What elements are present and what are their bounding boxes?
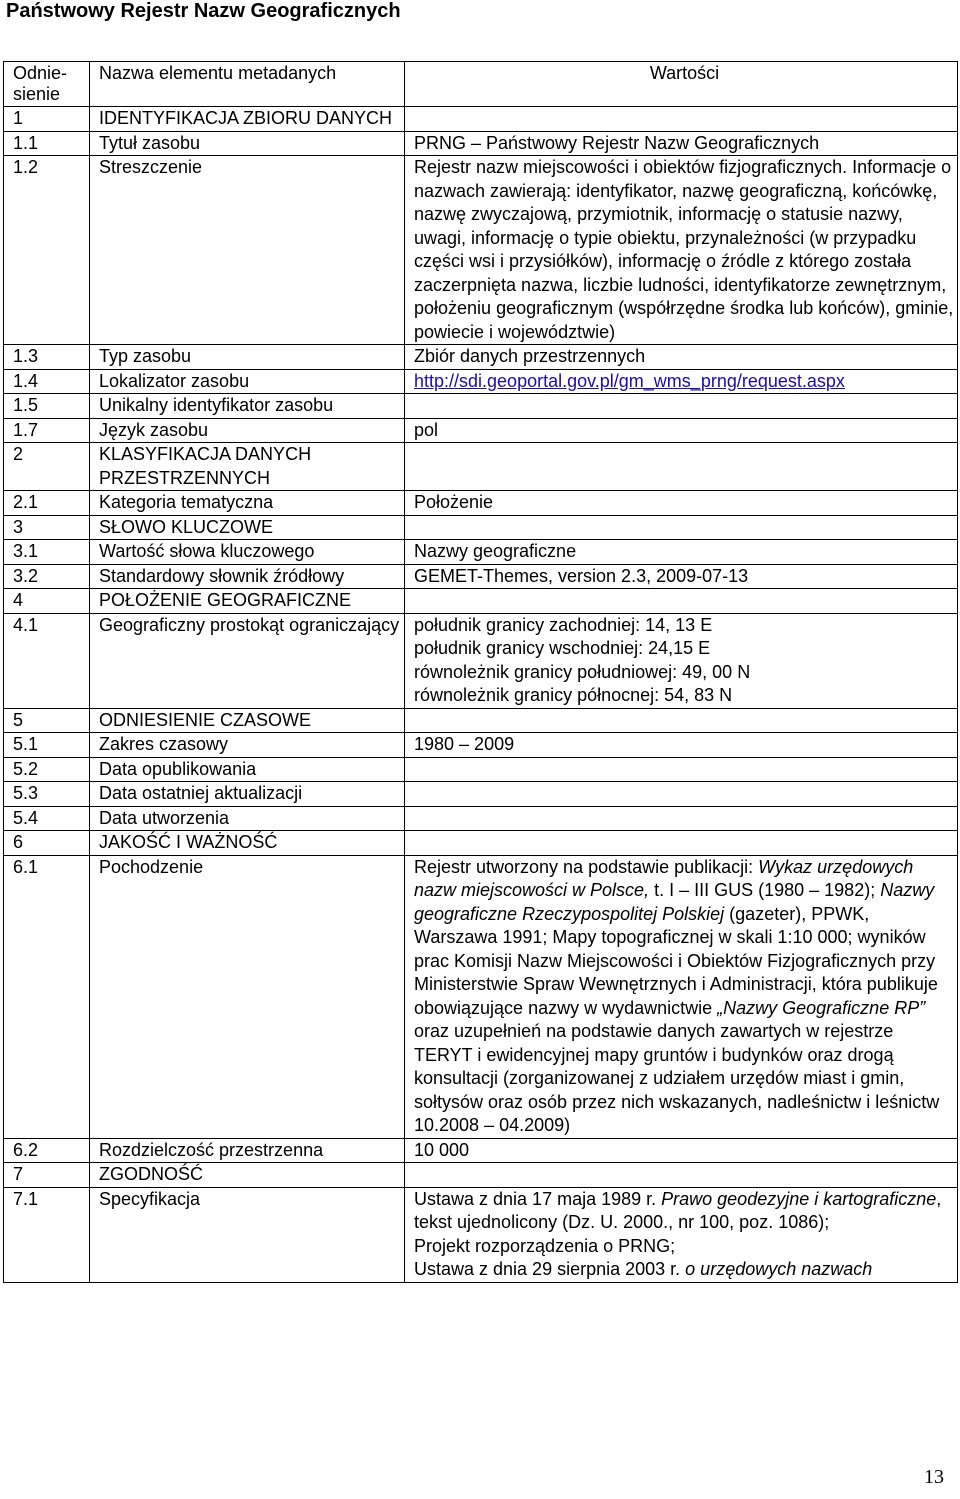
row-value (405, 831, 958, 856)
row-value (405, 369, 958, 394)
table-row (4, 564, 958, 589)
header-reference: Odnie-sienie (4, 62, 90, 107)
row-element-name: Pochodzenie (90, 855, 405, 1138)
row-reference: 6 (4, 831, 90, 856)
row-reference: 5.3 (4, 782, 90, 807)
row-value: Położenie (405, 491, 958, 516)
italic-text-segment: Nazwy geograficzne Rzeczypospolitej Polskiej (414, 880, 935, 924)
row-reference: 6.1 (4, 855, 90, 1138)
row-element-name: ZGODNOŚĆ (90, 1163, 405, 1188)
document-title: Państwowy Rejestr Nazw Geograficznych (6, 0, 401, 22)
text-segment: t. I – III GUS (1980 – 1982); (649, 880, 881, 900)
row-element-name: Unikalny identyfikator zasobu (90, 394, 405, 419)
text-segment: Ustawa z dnia 29 sierpnia 2003 r. (414, 1259, 686, 1279)
metadata-table (3, 61, 958, 1283)
table-row (4, 131, 958, 156)
row-value: Zbiór danych przestrzennych (405, 345, 958, 370)
row-value (405, 589, 958, 614)
row-reference: 5.4 (4, 806, 90, 831)
table-row (4, 418, 958, 443)
table-row (4, 613, 958, 708)
row-element-name: Typ zasobu (90, 345, 405, 370)
row-element-name: Lokalizator zasobu (90, 369, 405, 394)
row-reference: 1.5 (4, 394, 90, 419)
header-values: Wartości (405, 62, 958, 107)
table-header-row (4, 62, 958, 107)
italic-text-segment: „Nazwy Geograficzne RP” (717, 997, 926, 1018)
row-value: Rejestr nazw miejscowości i obiektów fizjograficznych. Informacje o nazwach zawierają: identyfikator, nazwę geograficzną, końcówkę, nazwę zwyczajową, przymiotnik, informację o statusie nazwy, uwagi, informację o typie obiektu, przynależności (w przypadku części wsi i przysiółków), informację o źródle z którego została zaczerpnięta nazwa, liczbie ludności, identyfikatorze zewnętrznym, położeniu geograficznym (współrzędne środka lub końców), gminie, powiecie i województwie) (405, 156, 958, 345)
row-value: 10 000 (405, 1138, 958, 1163)
row-reference: 1.4 (4, 369, 90, 394)
table-row (4, 515, 958, 540)
row-reference: 1.3 (4, 345, 90, 370)
row-value (405, 708, 958, 733)
row-element-name: Data opublikowania (90, 757, 405, 782)
italic-text-segment: Wykaz urzędowych nazw miejscowości w Polsce, (414, 856, 914, 900)
row-value (405, 443, 958, 491)
row-value (405, 394, 958, 419)
italic-text-segment: Prawo geodezyjne i kartograficzne (661, 1188, 937, 1209)
table-row (4, 757, 958, 782)
row-reference: 1.2 (4, 156, 90, 345)
row-element-name: Geograficzny prostokąt ograniczający (90, 613, 405, 708)
row-element-name: POŁOŻENIE GEOGRAFICZNE (90, 589, 405, 614)
table-row (4, 782, 958, 807)
row-reference: 1 (4, 107, 90, 132)
row-reference: 3 (4, 515, 90, 540)
table-row (4, 369, 958, 394)
table-row (4, 394, 958, 419)
row-reference: 3.2 (4, 564, 90, 589)
row-element-name: Język zasobu (90, 418, 405, 443)
row-reference: 4.1 (4, 613, 90, 708)
row-element-name: Streszczenie (90, 156, 405, 345)
table-row (4, 1138, 958, 1163)
row-element-name: IDENTYFIKACJA ZBIORU DANYCH (90, 107, 405, 132)
row-value (405, 613, 958, 708)
resource-locator-link[interactable]: http://sdi.geoportal.gov.pl/gm_wms_prng/request.aspx (414, 370, 845, 391)
row-reference: 7 (4, 1163, 90, 1188)
table-row (4, 345, 958, 370)
text-segment: Rejestr utworzony na podstawie publikacji: (414, 856, 759, 877)
row-value (405, 515, 958, 540)
row-element-name: Zakres czasowy (90, 733, 405, 758)
row-element-name: SŁOWO KLUCZOWE (90, 515, 405, 540)
row-value: PRNG – Państwowy Rejestr Nazw Geograficznych (405, 131, 958, 156)
row-value (405, 107, 958, 132)
value-line: południk granicy wschodniej: 24,15 E (414, 638, 711, 658)
row-element-name: KLASYFIKACJA DANYCH PRZESTRZENNYCH (90, 443, 405, 491)
row-element-name: JAKOŚĆ I WAŻNOŚĆ (90, 831, 405, 856)
text-segment: Projekt rozporządzenia o PRNG; (414, 1235, 676, 1256)
row-value (405, 806, 958, 831)
text-segment: (gazeter), PPWK, Warszawa 1991; Mapy topograficznej w skali 1:10 000; wyników prac Komisji Nazw Miejscowości i Obiektów Fizjograficznych przy Ministerstwie Spraw Wewnętrznych i Administracji, która publikuje obowiązujące nazwy w wydawnictwie (414, 903, 938, 1018)
value-line: południk granicy zachodniej: 14, 13 E (414, 614, 713, 635)
row-value (405, 1163, 958, 1188)
page-number: 13 (924, 1466, 944, 1488)
text-segment: oraz uzupełnień na podstawie danych zawartych w rejestrze TERYT i ewidencyjnej mapy gruntów i budynków oraz drogą konsultacji (zorganizowanej z udziałem urzędów miast i gmin, sołtysów oraz osób przez nich wskazanych, nadleśnictw i leśnictw 10.2008 – 04.2009) (414, 1021, 940, 1135)
row-element-name: ODNIESIENIE CZASOWE (90, 708, 405, 733)
row-value: pol (405, 418, 958, 443)
row-element-name: Kategoria tematyczna (90, 491, 405, 516)
value-line: równoleżnik granicy północnej: 54, 83 N (414, 685, 733, 705)
row-value (405, 757, 958, 782)
row-value: Nazwy geograficzne (405, 540, 958, 565)
row-element-name: Data ostatniej aktualizacji (90, 782, 405, 807)
row-reference: 1.1 (4, 131, 90, 156)
italic-text-segment: o urzędowych nazwach (685, 1259, 873, 1279)
value-line: równoleżnik granicy południowej: 49, 00 N (414, 661, 751, 682)
table-row (4, 733, 958, 758)
table-row (4, 855, 958, 1138)
row-reference: 2 (4, 443, 90, 491)
text-segment: , tekst ujednolicony (Dz. U. 2000., nr 100, poz. 1086); (414, 1188, 942, 1232)
row-reference: 2.1 (4, 491, 90, 516)
row-value: 1980 – 2009 (405, 733, 958, 758)
row-reference: 1.7 (4, 418, 90, 443)
row-value (405, 1187, 958, 1282)
table-row (4, 831, 958, 856)
table-row (4, 443, 958, 491)
row-reference: 3.1 (4, 540, 90, 565)
row-element-name: Standardowy słownik źródłowy (90, 564, 405, 589)
row-element-name: Wartość słowa kluczowego (90, 540, 405, 565)
row-element-name: Tytuł zasobu (90, 131, 405, 156)
text-segment: Ustawa z dnia 17 maja 1989 r. (414, 1188, 662, 1209)
table-row (4, 589, 958, 614)
table-row (4, 107, 958, 132)
row-value (405, 855, 958, 1138)
row-element-name: Specyfikacja (90, 1187, 405, 1282)
row-value (405, 782, 958, 807)
table-row (4, 708, 958, 733)
row-reference: 5.1 (4, 733, 90, 758)
row-reference: 5.2 (4, 757, 90, 782)
row-element-name: Rozdzielczość przestrzenna (90, 1138, 405, 1163)
header-element-name: Nazwa elementu metadanych (90, 62, 405, 107)
row-value: GEMET-Themes, version 2.3, 2009-07-13 (405, 564, 958, 589)
table-row (4, 491, 958, 516)
table-row (4, 806, 958, 831)
row-reference: 5 (4, 708, 90, 733)
row-reference: 7.1 (4, 1187, 90, 1282)
table-row (4, 1187, 958, 1282)
table-row (4, 156, 958, 345)
row-element-name: Data utworzenia (90, 806, 405, 831)
table-row (4, 1163, 958, 1188)
table-row (4, 540, 958, 565)
row-reference: 4 (4, 589, 90, 614)
row-reference: 6.2 (4, 1138, 90, 1163)
